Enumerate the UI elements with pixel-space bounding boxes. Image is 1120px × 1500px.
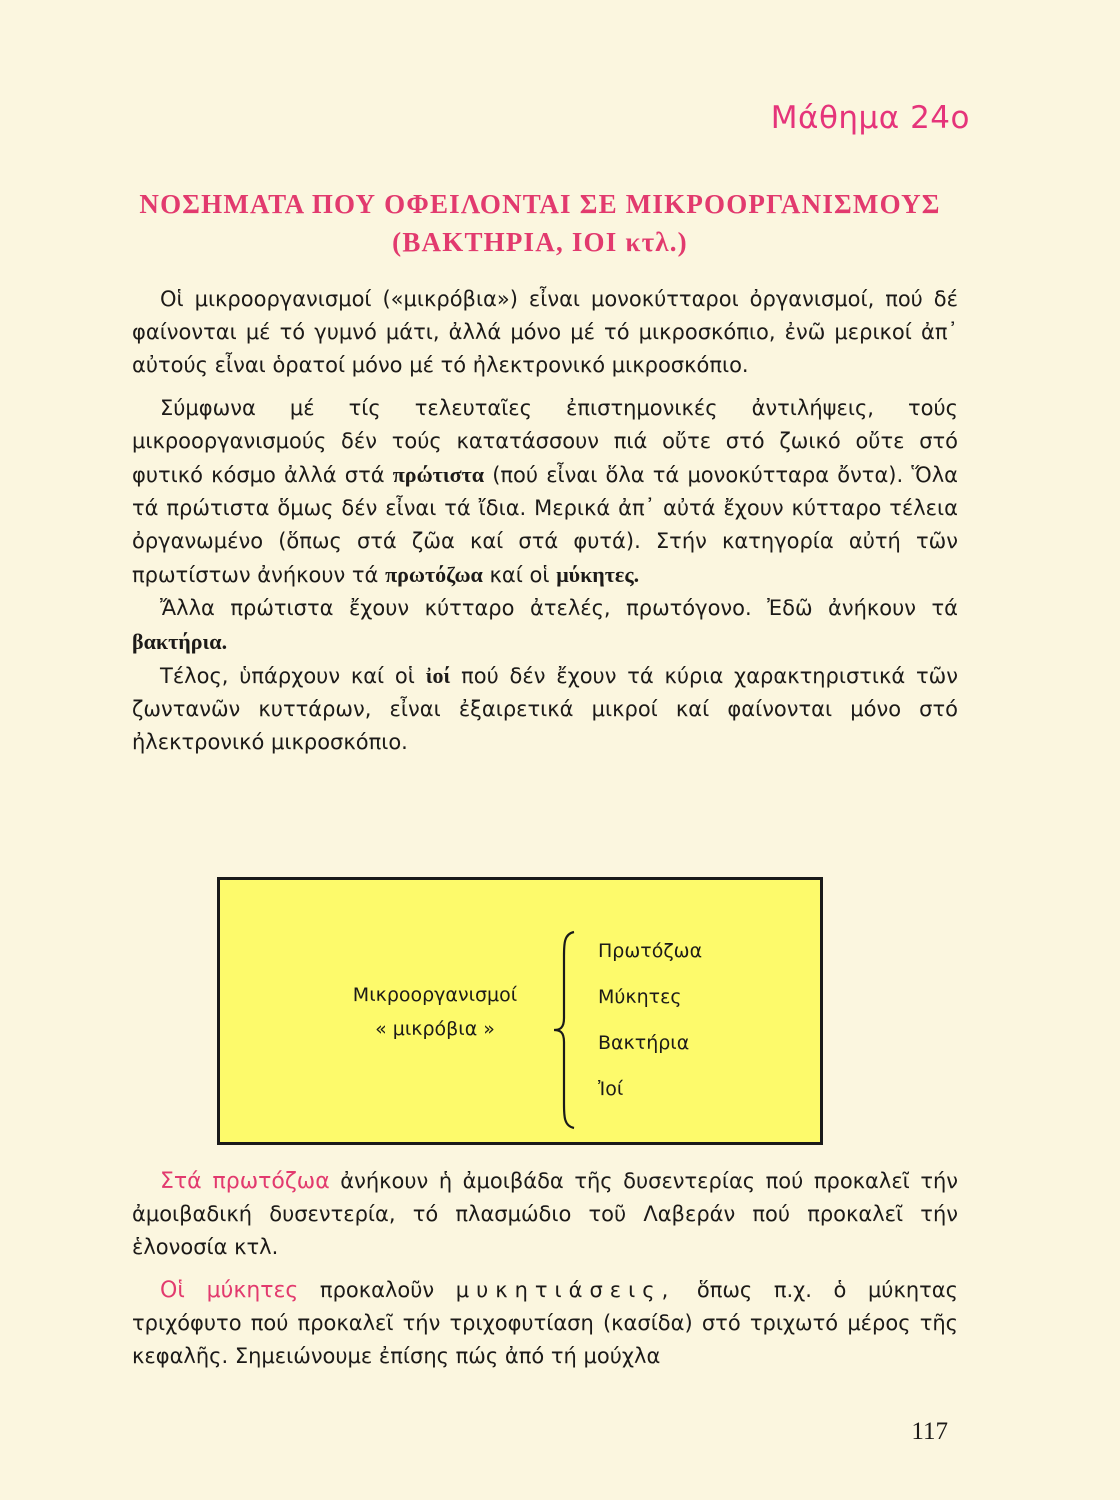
diagram-branches (598, 928, 702, 1112)
term-bacteria: βακτήρια. (132, 629, 228, 654)
diagram-root (340, 978, 530, 1046)
paragraph-2-text-c: (πού εἶναι ὅλα τά μονοκύτταρα ὄντα). Ὅλα τά πρώτιστα ὅμως δέν εἶναι τά ἴδια. Μερικά ἀπ᾽ αὐτά ἔχουν κύτταρο τέλεια ὀργανωμένο (ὅπως στά ζῶα καί στά φυτά). Στήν κατηγορία αὐτή τῶν πρωτίστων ἀνήκουν τά (132, 463, 958, 587)
paragraph-6 (132, 1274, 958, 1373)
term-fungi: μύκητες. (556, 562, 640, 587)
paragraph-3-text-a: Ἄλλα πρώτιστα ἔχουν κύτταρο ἀτελές, πρωτόγονο. Ἐδῶ ἀνήκουν τά (160, 596, 958, 620)
diagram-root-line-1: Μικροοργανισμοί (352, 984, 518, 1006)
paragraph-5 (132, 1165, 958, 1264)
title-line-1: ΝΟΣΗΜΑΤΑ ΠΟΥ ΟΦΕΙΛΟΝΤΑΙ ΣΕ ΜΙΚΡΟΟΡΓΑΝΙΣΜΟΥΣ (139, 189, 941, 219)
intro-text (132, 283, 958, 759)
heading-protozoa: Στά πρωτόζωα (160, 1169, 330, 1194)
paragraph-3 (132, 592, 958, 659)
term-protista: πρώτιστα (392, 462, 485, 487)
diagram-branch: Μύκητες (598, 986, 682, 1008)
paragraph-2-text-a: Σύμφωνα μέ τίς τελευταῖες ἐπιστημονικές ἀντιλήψεις, τούς μικροοργανισμούς δέν τούς κατατάσσουν πιά οὔτε στό ζωικό οὔτε στό φυτικό κόσμο ἀλλά στά (132, 396, 958, 487)
title-line-2: (ΒΑΚΤΗΡΙΑ, ΙΟΙ κτλ.) (392, 227, 688, 257)
classification-diagram (217, 877, 823, 1145)
heading-fungi: Οἱ μύκητες (160, 1278, 299, 1303)
paragraph-5-text: ἀνήκουν ἡ ἀμοιβάδα τῆς δυσεντερίας πού προκαλεῖ τήν ἀμοιβαδική δυσεντερία, τό πλασμώδιο τοῦ Λαβεράν πού προκαλεῖ τήν ἑλονοσία κτλ. (132, 1169, 958, 1259)
term-mycoses: μυκητιάσεις, (455, 1278, 676, 1302)
term-viruses: ἰοί (425, 663, 451, 688)
paragraph-1: Οἱ μικροοργανισμοί («μικρόβια») εἶναι μονοκύτταροι ὀργανισμοί, πού δέ φαίνονται μέ τό γυμνό μάτι, ἀλλά μόνο μέ τό μικροσκόπιο, ἐνῶ μερικοί ἀπ᾽ αὐτούς εἶναι ὁρατοί μόνο μέ τό ἠλεκτρονικό μικροσκόπιο. (132, 287, 958, 377)
paragraph-6-text-a: προκαλοῦν (319, 1278, 435, 1302)
paragraph-6-text-c: ὅπως π.χ. ὁ μύκητας τριχόφυτο πού προκαλεῖ τήν τριχοφυτίαση (κασίδα) στό τριχωτό μέρος τῆς κεφαλῆς. Σημειώνουμε ἐπίσης πώς ἀπό τή μούχλα (132, 1278, 958, 1368)
diagram-branch: Ἰοί (598, 1078, 624, 1100)
page-number: 117 (911, 1418, 948, 1445)
curly-brace-icon (550, 930, 580, 1130)
diagram-branch: Βακτήρια (598, 1032, 690, 1054)
diagram-branch: Πρωτόζωα (598, 940, 703, 962)
paragraph-4-text-c: πού δέν ἔχουν τά κύρια χαρακτηριστικά τῶν ζωντανῶν κυττάρων, εἶναι ἐξαιρετικά μικροί καί φαίνονται μόνο στό ἠλεκτρονικό μικροσκόπιο. (132, 664, 958, 754)
paragraph-4-text-a: Τέλος, ὑπάρχουν καί οἱ (160, 664, 415, 688)
diagram-root-line-2: « μικρόβια » (375, 1018, 495, 1040)
page-title (100, 185, 980, 261)
paragraph-4 (132, 659, 958, 759)
paragraph-2-text-e: καί οἱ (489, 563, 550, 587)
term-protozoa: πρωτόζωα (385, 562, 483, 587)
lesson-label: Μάθημα 24ο (770, 100, 970, 136)
paragraph-2 (132, 392, 958, 592)
section-2-text (132, 1165, 958, 1373)
